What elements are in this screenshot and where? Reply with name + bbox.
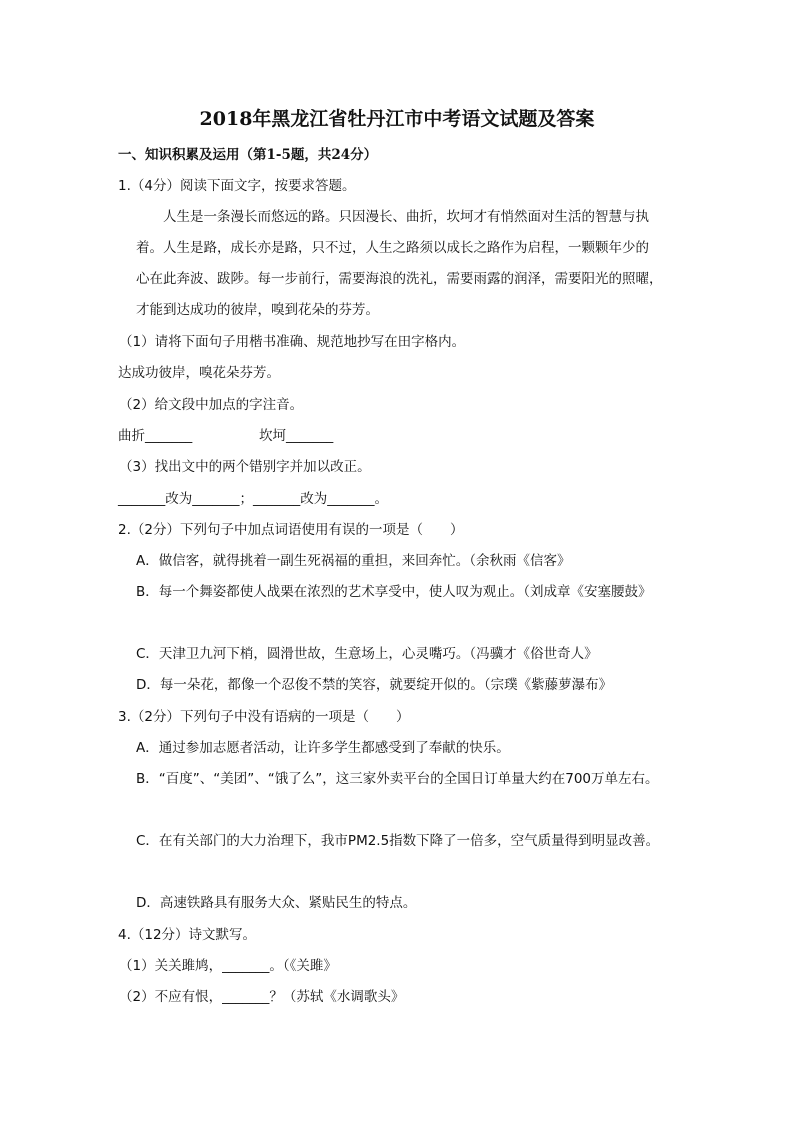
question-1-sub2: （2）给文段中加点的字注音。 (119, 397, 304, 413)
question-1-sub3: （3）找出文中的两个错别字并加以改正。 (119, 459, 371, 475)
option-a: A．做信客，就得挑着一副生死祸福的重担，来回奔忙。（余秋雨《信客》 (136, 553, 571, 569)
copy-sentence: 达成功彼岸，嗅花朵芬芳。 (118, 365, 280, 381)
poem-item-1: （1）关关雎鸠，_______。（《关雎》 (119, 958, 337, 974)
option-b: B．每一个舞姿都使人战栗在浓烈的艺术享受中，使人叹为观止。（刘成章《安塞腰鼓》 (136, 584, 652, 600)
question-1-stem: 1.（4分）阅读下面文字，按要求答题。 (118, 178, 356, 194)
option-c: C．天津卫九河下梢，圆滑世故，生意场上，心灵嘴巧。（冯骥才《俗世奇人》 (136, 646, 598, 662)
option-d: D．每一朵花，都像一个忍俊不禁的笑容，就要绽开似的。（宗璞《紫藤萝瀑布》 (136, 677, 613, 693)
poem-item-2: （2）不应有恨，_______？（苏轼《水调歌头》 (119, 989, 405, 1005)
option-c: C．在有关部门的大力治理下，我市PM2.5指数下降了一倍多，空气质量得到明显改善。 (136, 833, 660, 849)
pinyin-blank-2: 坎坷_______ (259, 428, 334, 444)
question-3-stem: 3.（2分）下列句子中没有语病的一项是（ ） (118, 709, 410, 725)
question-1-sub1: （1）请将下面句子用楷书准确、规范地抄写在田字格内。 (119, 334, 466, 350)
passage-line: 人生是一条漫长而悠远的路。只因漫长、曲折，坎坷才有悄然面对生活的智慧与执 (163, 209, 649, 225)
option-d: D．高速铁路具有服务大众、紧贴民生的特点。 (136, 895, 417, 911)
page-title: 2018年黑龙江省牡丹江市中考语文试题及答案 (199, 108, 595, 130)
pinyin-blank-1: 曲折_______ (118, 428, 193, 444)
section-heading: 一、知识积累及运用（第1-5题，共24分） (118, 147, 378, 163)
passage-line: 心在此奔波、跋陟。每一步前行，需要海浪的洗礼，需要雨露的润泽，需要阳光的照曜， (136, 271, 663, 287)
option-b: B．“百度”、“美团”、“饿了么”，这三家外卖平台的全国日订单量大约在700万单左右。 (136, 771, 659, 787)
option-a: A．通过参加志愿者活动，让许多学生都感受到了奉献的快乐。 (136, 740, 510, 756)
question-2-stem: 2.（2分）下列句子中加点词语使用有误的一项是（ ） (118, 522, 464, 538)
question-4-stem: 4.（12分）诗文默写。 (118, 927, 257, 943)
correction-blanks: _______改为_______；_______改为_______。 (118, 491, 388, 507)
passage-line: 着。人生是路，成长亦是路，只不过，人生之路须以成长之路作为启程，一颗颗年少的 (136, 240, 649, 256)
passage-line: 才能到达成功的彼岸，嗅到花朵的芬芳。 (136, 302, 379, 318)
